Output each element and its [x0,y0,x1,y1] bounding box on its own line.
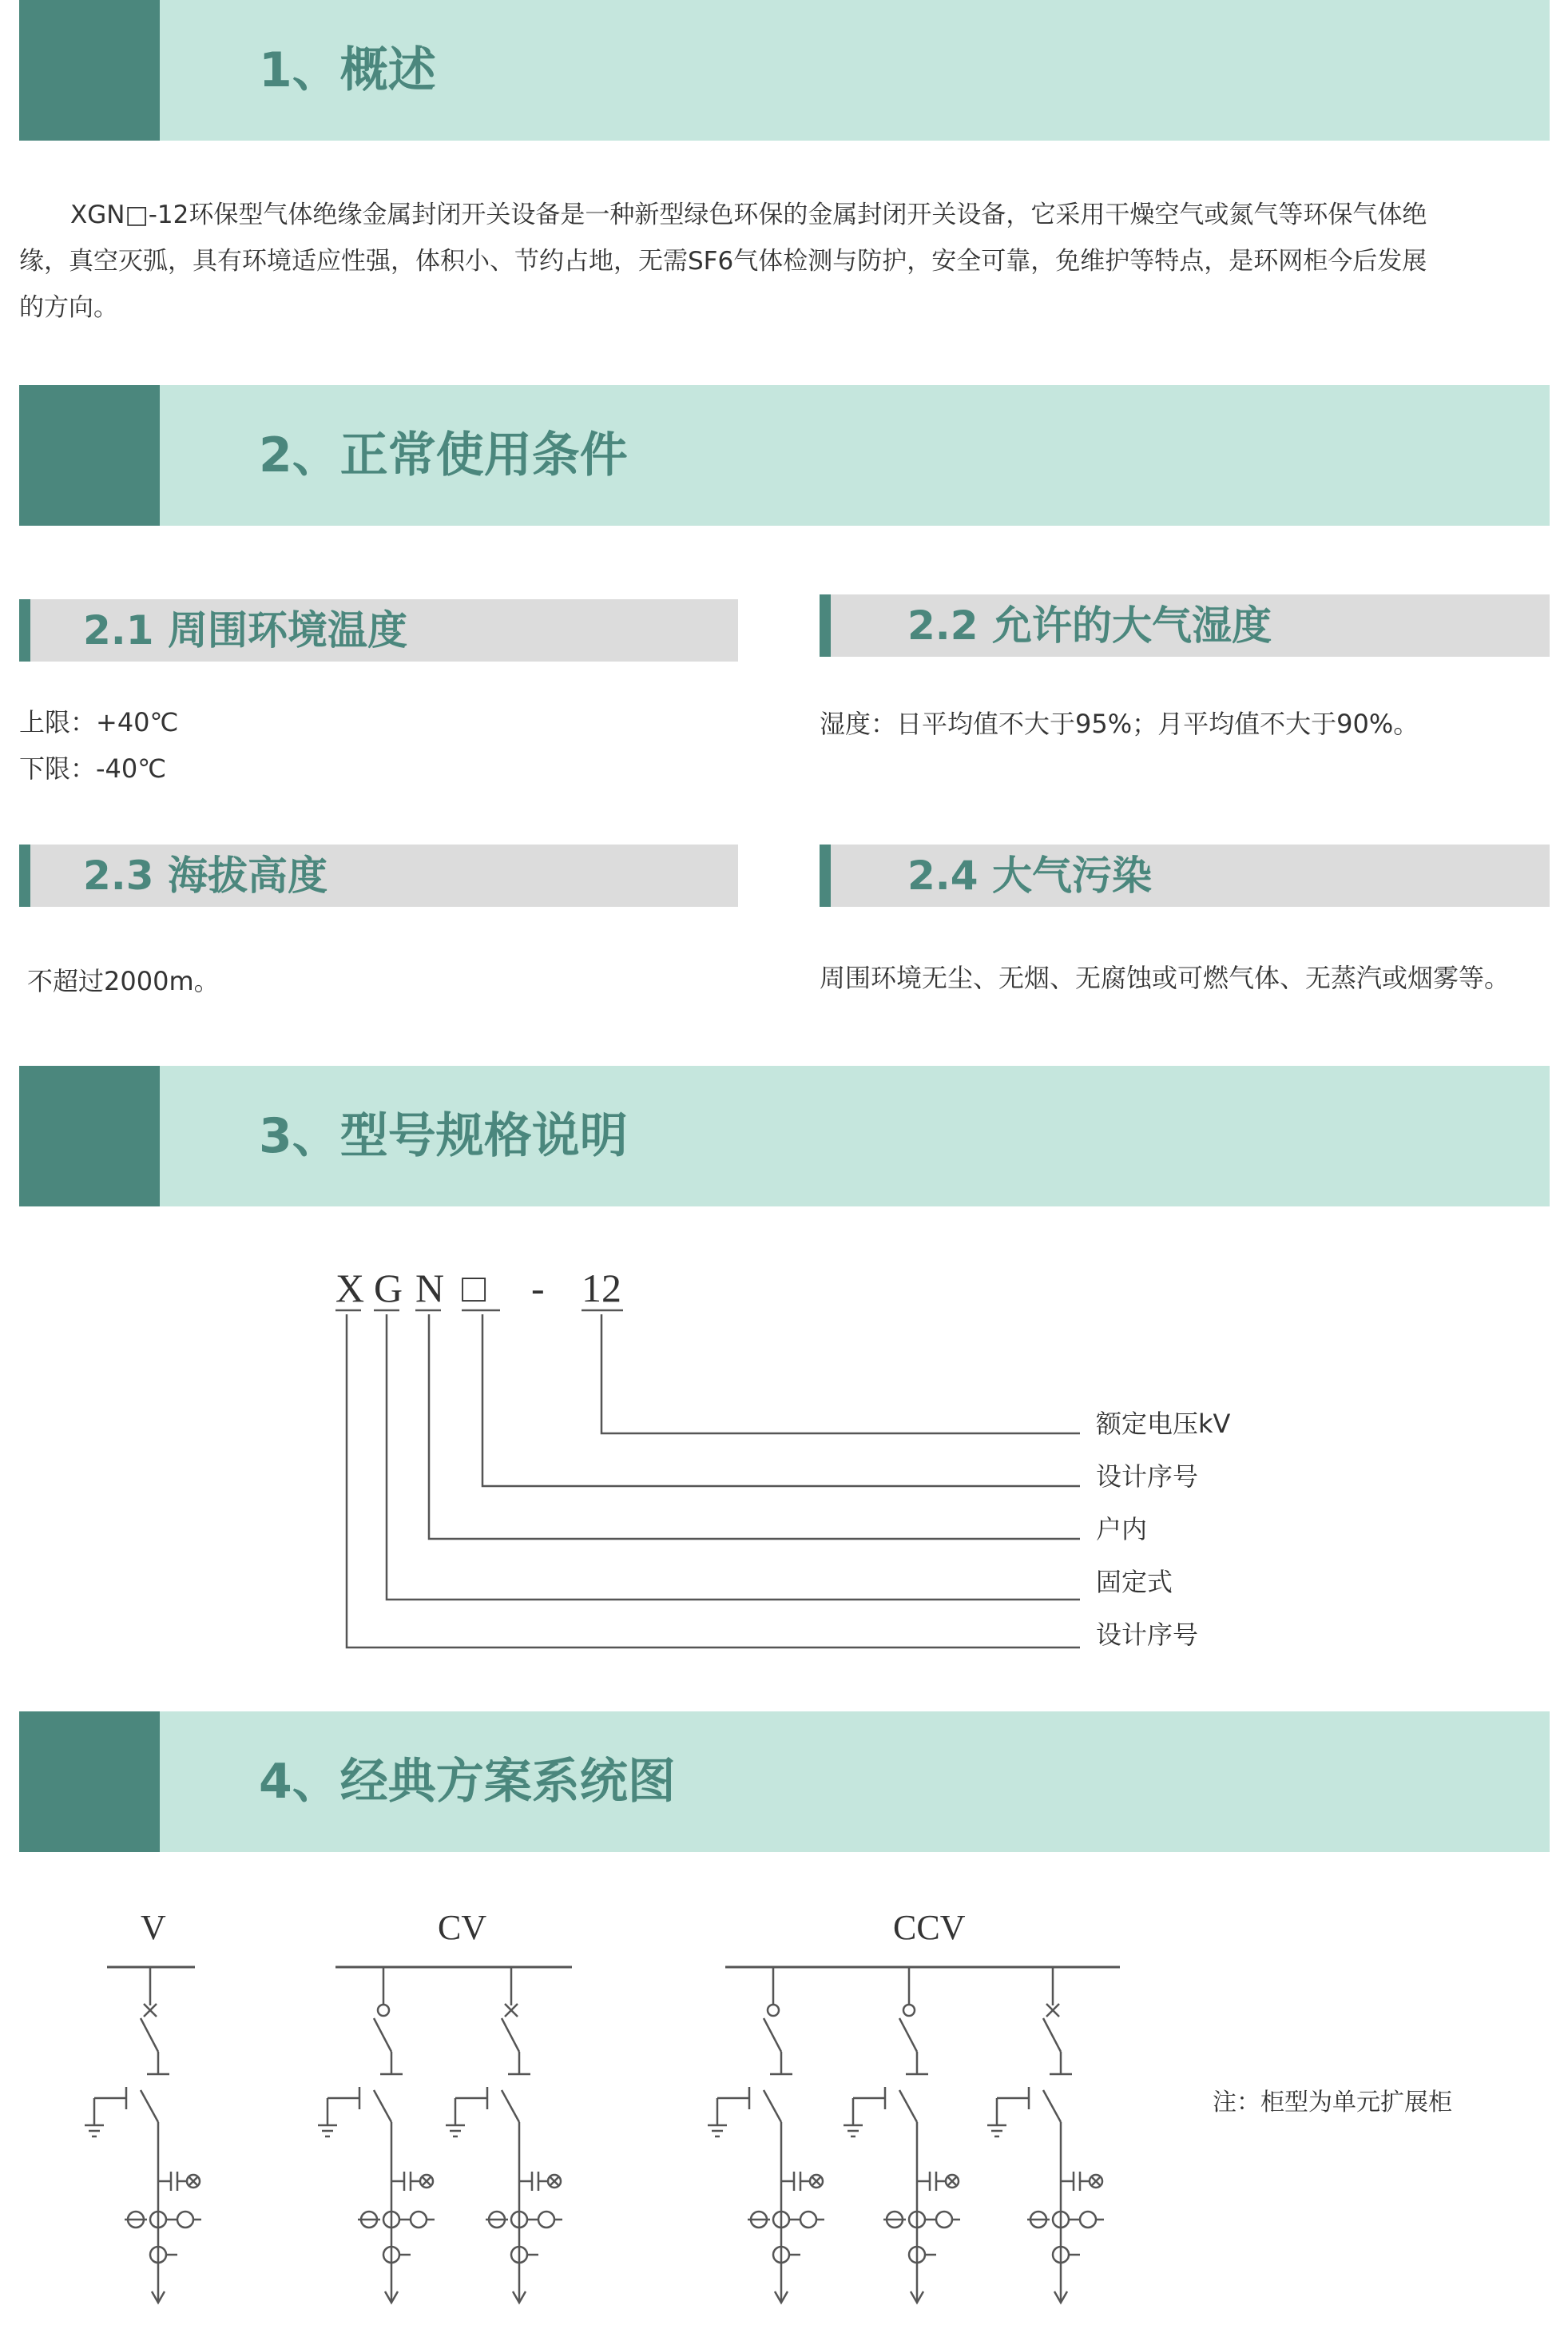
switch-blade [1043,2018,1061,2052]
model-char-g: G [374,1266,403,1310]
overview-line-2: 缘，真空灭弧，具有环境适应性强，体积小、节约占地，无需SF6气体检测与防护，安全可靠，免维护等特点，是环网柜今后发展 [19,247,1427,276]
scheme-title-cv: CV [438,1908,487,1947]
section-title: 4、经典方案系统图 [259,1754,676,1810]
ct-circle [1080,2212,1096,2228]
temperature-upper: 上限：+40℃ [19,707,179,737]
switch-blade [899,2018,917,2052]
model-char-x: X [335,1266,365,1310]
scheme-title-v: V [141,1908,166,1947]
model-label-voltage: 额定电压kV [1096,1409,1231,1439]
altitude-text: 不超过2000m。 [27,966,220,996]
model-char-n: N [415,1266,445,1310]
switch-blade [374,2090,391,2122]
model-label-design-no: 设计序号 [1096,1461,1199,1492]
fuse-circle-mark [378,2005,389,2016]
temperature-lower: 下限：-40℃ [19,753,167,784]
switch-blade [764,2090,781,2122]
ct-circle [538,2212,554,2228]
model-label-indoor: 户内 [1096,1514,1148,1544]
section-title: 3、型号规格说明 [259,1108,628,1164]
switch-blade [764,2018,781,2052]
pollution-text: 周围环境无尘、无烟、无腐蚀或可燃气体、无蒸汽或烟雾等。 [820,963,1510,993]
humidity-text: 湿度：日平均值不大于95%；月平均值不大于90%。 [820,709,1419,739]
switch-blade [374,2018,391,2052]
fuse-circle-mark [903,2005,915,2016]
scheme-title-ccv: CCV [893,1908,966,1947]
switch-blade [502,2018,519,2052]
sub-header-title: 2.2 允许的大气湿度 [907,602,1272,649]
model-char-box: □ [462,1266,486,1310]
switch-blade [141,2018,158,2052]
model-label-fixed: 固定式 [1096,1567,1173,1597]
ct-circle [800,2212,816,2228]
sub-header-title: 2.4 大气污染 [907,853,1152,899]
switch-blade [502,2090,519,2122]
model-char-voltage: 12 [582,1266,621,1310]
switch-blade [1043,2090,1061,2122]
overview-line-3: 的方向。 [19,293,118,322]
section-title: 1、概述 [259,42,436,98]
switch-blade [899,2090,917,2122]
scheme-note: 注：柜型为单元扩展柜 [1213,2089,1452,2116]
fuse-circle-mark [768,2005,779,2016]
sub-header-title: 2.3 海拔高度 [83,853,327,899]
ct-circle [411,2212,427,2228]
overview-line-1: XGN□-12环保型气体绝缘金属封闭开关设备是一种新型绿色环保的金属封闭开关设备，它采用干燥空气或氮气等环保气体绝 [70,201,1427,229]
ct-circle [177,2212,193,2228]
sub-header-title: 2.1 周围环境温度 [83,607,407,654]
section-title: 2、正常使用条件 [259,427,628,483]
model-char-dash: - [531,1266,545,1310]
switch-blade [141,2090,158,2122]
ct-circle [936,2212,952,2228]
model-label-design-no-2: 设计序号 [1096,1620,1199,1650]
